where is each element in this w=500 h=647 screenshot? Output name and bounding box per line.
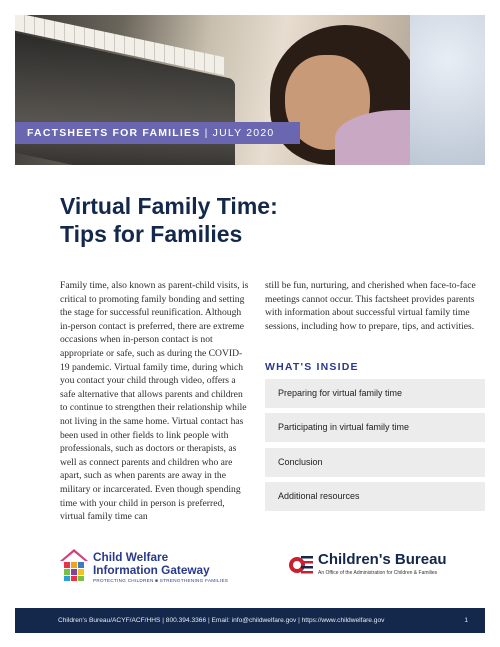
adult-shirt-image	[410, 15, 485, 165]
footer-contact-text: Children's Bureau/ACYF/ACF/HHS | 800.394.3366 | Email: info@childwelfare.gov | https://www.childwelfare.gov	[58, 617, 385, 624]
toc-item-conclusion[interactable]: Conclusion	[265, 448, 485, 477]
house-logo-icon	[59, 548, 89, 582]
series-label: FACTSHEETS FOR FAMILIES	[27, 127, 201, 139]
cwig-name-line-2: Information Gateway	[93, 562, 210, 577]
cwig-name-line-1: Child Welfare	[93, 550, 169, 564]
page-title	[60, 192, 460, 248]
cb-name: Children's Bureau	[318, 551, 447, 568]
child-welfare-information-gateway-logo	[59, 548, 229, 588]
separator: |	[204, 127, 213, 139]
table-of-contents	[265, 379, 485, 516]
body-text-right: still be fun, nurturing, and cherished when face-to-face meetings cannot occur. This factsheet provides parents with information about successful virtual family time sessions, including how to prepare, tips, and activities.	[265, 280, 476, 332]
whats-inside-heading: WHAT'S INSIDE	[265, 361, 359, 373]
title-line-1: Virtual Family Time:	[60, 193, 278, 219]
factsheet-series-band	[15, 122, 300, 144]
body-text-left: Family time, also known as parent-child visits, is critical to promoting family bonding and setting the stage for successful reunification. Although in-person contact is preferred, there are extreme occasions when in-person contact is not appropriate or safe, such as during the COVID-19 pandemic. Virtual family time, during which you contact your child through video, offers a safe alternative that allows parents and children to continue to strengthen their relationship while not living in the same home. Virtual contact has been used in other fields to link people with professionals, such as doctors or therapists, as well as connect parents and children who are apart, such as when parents are away in the military or incarcerated. Even though spending time with your child in person is preferred, virtual family time can	[60, 280, 249, 523]
toc-item-additional-resources[interactable]: Additional resources	[265, 482, 485, 511]
toc-item-participating[interactable]: Participating in virtual family time	[265, 413, 485, 442]
childrens-bureau-mark-icon	[288, 553, 314, 577]
title-line-2: Tips for Families	[60, 221, 243, 247]
page-number: 1	[464, 617, 468, 624]
cwig-name	[93, 551, 210, 576]
cb-subtitle: An Office of the Administration for Children & Families	[318, 570, 438, 576]
footer-bar	[15, 608, 485, 633]
childrens-bureau-logo	[288, 551, 488, 581]
publication-date: JULY 2020	[212, 127, 275, 139]
cwig-tagline: PROTECTING CHILDREN ■ STRENGTHENING FAMILIES	[93, 578, 229, 583]
toc-item-preparing[interactable]: Preparing for virtual family time	[265, 379, 485, 408]
